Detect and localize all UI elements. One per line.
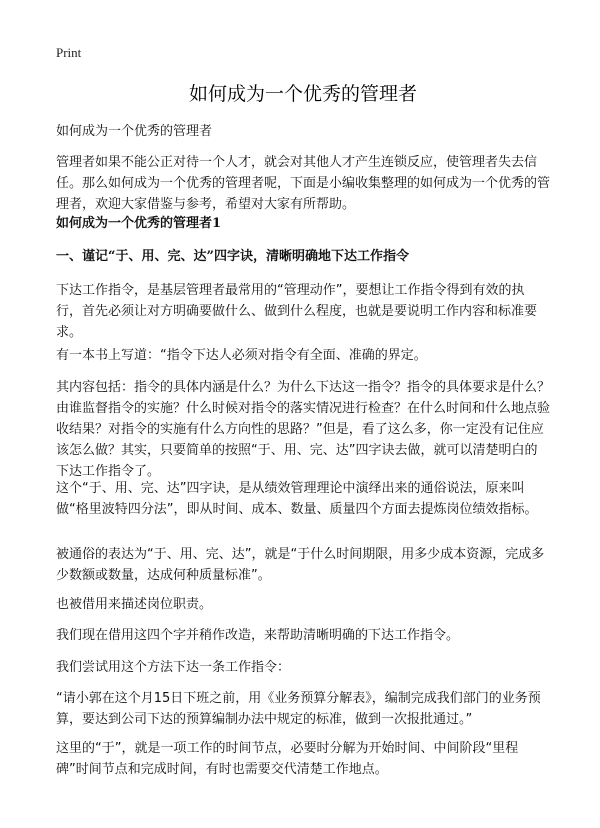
section-heading: 如何成为一个优秀的管理者1: [56, 216, 222, 231]
body-paragraph: 这里的“于”，就是一项工作的时间节点，必要时分解为开始时间、中间阶段“里程碑”时间节点和完成时间，有时也需要交代清楚工作地点。: [56, 741, 519, 777]
document-subtitle: 如何成为一个优秀的管理者: [56, 124, 213, 139]
body-paragraph: 被通俗的表达为“于、用、完、达”，就是“于什么时间期限，用多少成本资源，完成多少数额或数量，达成何种质量标准”。: [56, 547, 545, 583]
point-heading: 一、谨记“于、用、完、达”四字诀，清晰明确地下达工作指令: [56, 249, 409, 264]
body-paragraph: 下达工作指令，是基层管理者最常用的“管理动作”，要想让工作指令得到有效的执行，首先必须让对方明确要做什么、做到什么程度，也就是要说明工作内容和标准要求。: [56, 283, 538, 340]
print-link[interactable]: Print: [56, 45, 82, 60]
body-paragraph: 其内容包括：指令的具体内涵是什么？为什么下达这一指令？指令的具体要求是什么？由谁监督指令的实施？什么时候对指令的落实情况进行检查？在什么时间和什么地点验收结果？对指令的实施有什么方向性的思路？”但是，看了这么多，你一定没有记住应该怎么做？其实，只要简单的按照“于、用、完、达”四字诀去做，就可以清楚明白的下达工作指令了。: [56, 380, 551, 479]
body-paragraph: “请小郭在这个月15日下班之前，用《业务预算分解表》，编制完成我们部门的业务预算，要达到公司下达的预算编制办法中规定的标准，做到一次报批通过。”: [56, 691, 541, 727]
body-paragraph: 我们尝试用这个方法下达一条工作指令：: [56, 660, 291, 675]
body-paragraph: 这个“于、用、完、达”四字诀，是从绩效管理理论中演绎出来的通俗说法，原来叫做“格里波特四分法”，即从时间、成本、数量、质量四个方面去提炼岗位绩效指标。: [56, 481, 538, 517]
body-paragraph: 也被借用来描述岗位职责。: [56, 597, 213, 612]
body-paragraph: 有一本书上写道：“指令下达人必须对指令有全面、准确的界定。: [56, 348, 427, 363]
document-title: 如何成为一个优秀的管理者: [188, 83, 417, 105]
intro-paragraph: 管理者如果不能公正对待一个人才，就会对其他人才产生连锁反应，使管理者失去信任。那么如何成为一个优秀的管理者呢，下面是小编收集整理的如何成为一个优秀的管理者，欢迎大家借鉴与参考，希望对大家有所帮助。: [56, 155, 551, 212]
body-paragraph: 我们现在借用这四个字并稍作改造，来帮助清晰明确的下达工作指令。: [56, 628, 460, 643]
